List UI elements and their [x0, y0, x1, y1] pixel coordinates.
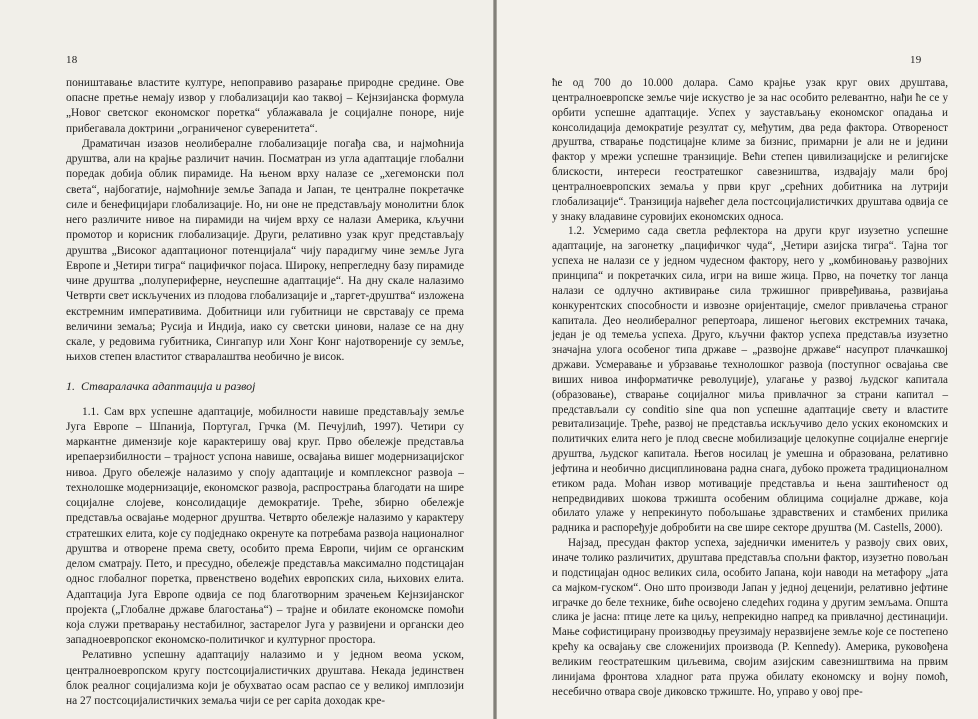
- paragraph: 1.2. Усмеримо сада светла рефлектора на други круг изузетно успешне адаптације, на загонетку „пацифичког чуда“, „Четири азијска тигра“. Тајна тог успеха не налази се у једном чудесном фактору, него у „комбиновању развојних принципа“ и покретачких сила, игри на више жица. Прво, на почетку тог ланца налази се одлучно активирање сила тржишног привређивања, развијања конкурентских способности и извозне оријентације, смелог привлачења страног капитала. Део неолибералног репертоара, лишеног његових екстремних тачака, један је од темеља успеха. Друго, кључни фактор успеха представља изузетно значајна улога особеног типа државе – „развојне државе“ насупрот плачкашкој држави. Усмеравање и убрзавање технолошког развоја (поступног освајања све виших нивоа информатичке револуције), улагање у развој људског капитала (образовање), стварање социјалног миља привлачног за страни капитал – представљали су conditio sine qua non успешне адаптације свету и властите ревитализације. Треће, развој не представља искључиво дело уских економских и политичких елита него је плод свесне мобилизације целокупне социјалне енергије друштва, људског капитала. Његов носилац је умешна и образована, релативно јефтина и необично дисциплинована радна снага, дубоко прожета традиционалном етиком рада. Моћан извор мотивације представља и њена заштићеност од непредвидивих шокова тржишта особеним облицима социјалне државе, која обилато улаже у непрекинуто побољшање здравствених и стамбених прилика радника и распоређује добробити на све шире секторе друштва (М. Castells, 2000).: [552, 225, 948, 535]
- section-heading: [66, 379, 464, 394]
- page-number-left: 18: [66, 54, 78, 66]
- section-number: 1.: [66, 379, 75, 394]
- paragraph: Најзад, пресудан фактор успеха, заједнички именитељ у развоју свих ових, иначе толико различитих, друштава представља спољни фактор, изузетно повољан и подстицајан однос великих сила, особито Јапана, који наводи на метафору „јата са мајком-гуском“. Оно што производи Јапан у једној деценији, релативно јефтине играчке до беле технике, биће освојено следећих година у другим земљама. Општа слика је јасна: птице лете ка циљу, непрекидно напред ка привлачној дестинацији. Мање софистицирану производњу преузимају неразвијене земље које се постепено крећу ка освајању све сложенијих производа (P. Kennedy). Америка, руковођена великим геостратешким циљевима, својим азијским савезништвима на првим линијама фронтова хладног рата пружа обилату економску и војну помоћ, несебично отвара своје диковско тржиште. Но, управо у овој пре-: [552, 537, 948, 698]
- book-gutter: [493, 0, 497, 719]
- paragraph: Драматичан изазов неолибералне глобализације погађа сва, и најмоћнија друштва, али на крајње различит начин. Посматран из угла адаптације глобални поредак добија облик пирамиде. На њеном врху налазе се „хегемонски пол света“, најбогатије, најмоћније земље Запада и Јапан, те централне покретачке силе и бенефицијари глобализације. Но, ни оне не представљају монолитни блок него различите нивое на пирамиди на чијем врху се налази Америка, кључни промотор и корисник глобализације. Други, релативно узак круг представљају друштва „Високог адаптационог потенцијала“ чију парадигму чине земље Југа Европе и „Четири тигра“ пацифичког појаса. Широку, непрегледну базу пирамиде чине друштва „полупериферне, неуспешне адаптације“. На дну скале налазимо Четврти свет искључених из плодова глобализације и „таргет-друштва“ изложена екстремним императивима. Добитници или губитници не сврставају се према величини земаља; Русија и Индија, иако су светски џинови, налазе се на дну скале, у редовима губитника, Сингапур или Хонг Конг најотвореније су земље, њихов степен властитог стваралаштва необично је висок.: [66, 137, 464, 364]
- section-title: Стваралачка адаптација и развој: [81, 379, 256, 394]
- paragraph: 1.1. Сам врх успешне адаптације, мобилности навише представљају земље Југа Европе – Шпанија, Португал, Грчка (М. Печујлић, 1997). Четири су маркантне димензије које карактеришу овај круг. Прво обележје представља ирепаерзибилности – трајност успона навише, освајања вишег модернизацијског нивоа. Друго обележје налазимо у споју адаптације и комплексног развоја – технолошке модернизације, економског развоја, распрострања благодати на шире социјалне слојеве, консолидације демократије. Треће, збирно обележје представља освајање модерног друштва. Четврто обележје налазимо у карактеру стратешких елита, које су подједнако окренуте ка потребама развоја националног друштва и отворене према свету, особито према Европи, чијим се органским делом сматрају. Пето, и пресудно, обележје представља максимално подстицајан однос глобалног поретка, првенствено водећих европских сила, њихових елита. Адаптација Југа Европе одвија се под благотворним зрачењем Кејнзијанског пројекта („Глобалне државе благостања“) – трајне и обилате економске помоћи која служи претварању нестабилног, застарелог Југа у развијени и органски део западноевропског економско-политичког и културног простора.: [66, 405, 464, 647]
- paragraph: поништавање властите културе, непоправиво разарање природне средине. Ове опасне претње немају извор у глобализацији као таквој – Кејнзијанска формула „Новог светског економског поретка“ ублажавала је социјалне поноре, није прибегавала доктрини „ограниченог суверенитета“.: [66, 77, 464, 135]
- page-number-right: 19: [910, 54, 922, 66]
- right-page: [496, 0, 978, 719]
- paragraph: ће од 700 до 10.000 долара. Само крајње узак круг ових друштава, централноевропске земље чије искуство је за нас особито релевантно, нађи ће се у орбити успешне адаптације. Успех у заустављању економског опадања и консолидација демократије резултат су, међутим, два реда фактора. Отвореност друштва, стварање подстицајне климе за бизнис, примарни је али не и једини фактор у мрежи успешне транзиције. Већи степен цивилизацијске и религијске блискости, интереси геостратешког савезништва, издвајају мали број централноевропских земаља у први круг „срећних добитника на лутрији глобализације“. Транзиција највећег дела постсоцијалистичких друштава одвија се у знаку владавине суровијих економских односа.: [552, 77, 948, 223]
- paragraph: Релативно успешну адаптацију налазимо и у једном веома уском, централноевропском кругу постсоцијалистичких друштава. Некада јединствен блок реалног социјализма који је обухватао осам распао се у великој имплозији на 27 постсоцијалистичких земаља чији се per capita доходак кре-: [66, 649, 464, 708]
- left-text-column: [66, 76, 464, 709]
- right-text-column: [552, 76, 948, 699]
